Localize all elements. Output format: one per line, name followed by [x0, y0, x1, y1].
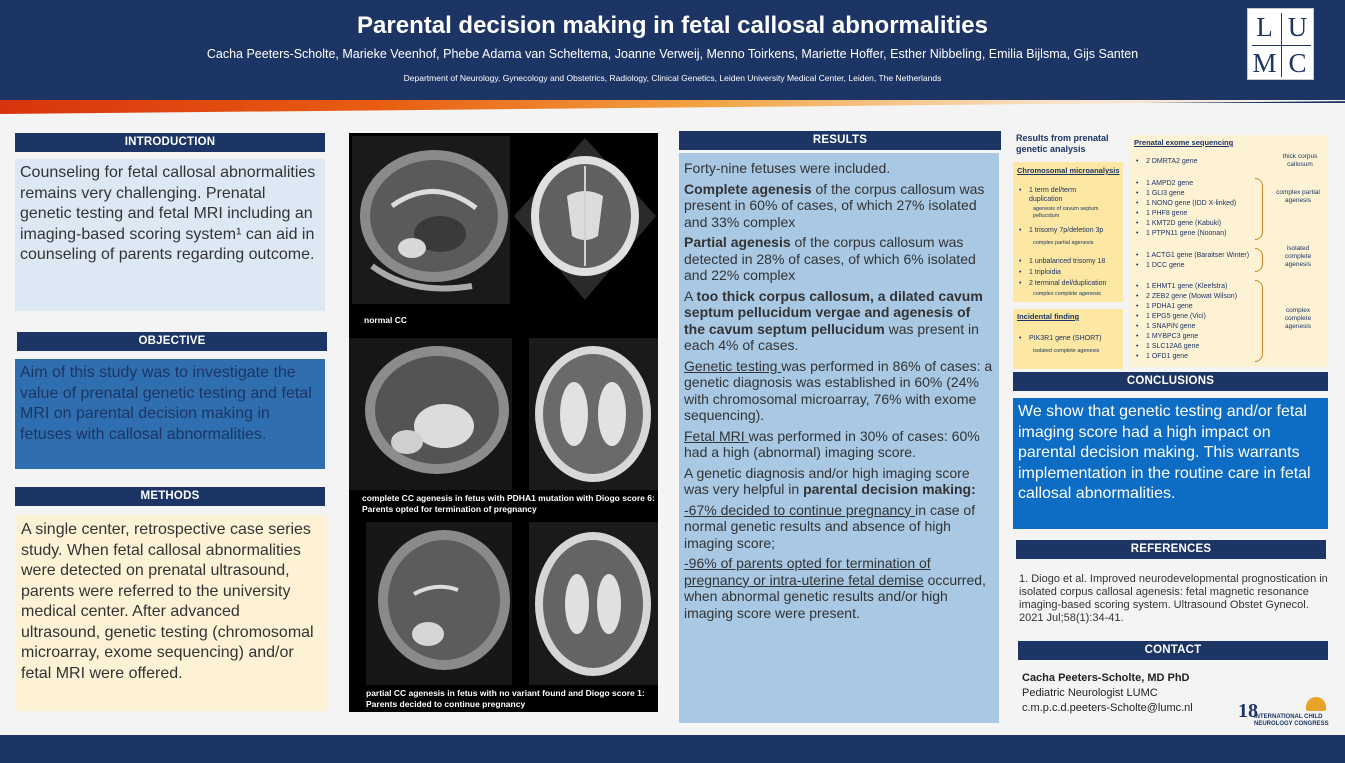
chromosomal-item: duplication — [1029, 196, 1063, 203]
results-underline: Fetal MRI — [684, 427, 749, 444]
objective-text: Aim of this study was to investigate the value of prenatal genetic testing and fetal MRI on parental decision making in fetuses with callosal abnormalities. — [15, 359, 325, 469]
results-paragraph — [684, 181, 994, 231]
bullet: • — [1019, 269, 1022, 276]
image-caption-complete-agenesis: complete CC agenesis in fetus with PDHA1 mutation with Diogo score 6: Parents opted for termination of pregnancy — [362, 493, 655, 514]
poster-title: Parental decision making in fetal callosal abnormalities — [357, 12, 988, 39]
results-paragraph — [684, 555, 994, 621]
mri-axial-complete-agenesis — [529, 338, 658, 490]
congress-line1: INTERNATIONAL CHILD — [1254, 714, 1323, 720]
image-caption-partial-agenesis: partial CC agenesis in fetus with no variant found and Diogo score 1: Parents decided to continue pregnancy — [366, 688, 645, 709]
results-paragraph — [684, 288, 994, 354]
bullet: • — [1136, 180, 1139, 187]
contact-email[interactable]: c.m.p.c.d.peeters-Scholte@lumc.nl — [1022, 702, 1193, 714]
exome-item: 1 AMPD2 gene — [1146, 180, 1194, 187]
logo-letter: M — [1252, 48, 1277, 78]
mri-sagittal-normal — [352, 136, 510, 304]
results-text — [679, 153, 999, 723]
genetic-analysis-title: Results from prenatal genetic analysis — [1016, 133, 1109, 154]
exome-item: 1 PDHA1 gene — [1146, 303, 1193, 310]
contact-role: Pediatric Neurologist LUMC — [1022, 687, 1158, 699]
bullet: • — [1136, 200, 1139, 207]
bullet: • — [1136, 220, 1139, 227]
results-paragraph — [684, 502, 994, 552]
results-emphasis: Partial agenesis — [684, 234, 791, 250]
exome-item: 1 DCC gene — [1146, 262, 1185, 269]
chromosomal-box — [1013, 162, 1123, 302]
conclusions-heading: CONCLUSIONS — [1013, 372, 1328, 391]
results-underline: Genetic testing — [684, 357, 782, 374]
bullet: • — [1019, 280, 1022, 287]
chromosomal-item: 1 term del/term — [1029, 187, 1077, 194]
exome-item: 2 ZEB2 gene (Mowat Wilson) — [1146, 293, 1238, 300]
congress-line2: NEUROLOGY CONGRESS — [1254, 721, 1329, 727]
objective-heading: OBJECTIVE — [17, 332, 327, 351]
mri-image-panel — [349, 133, 658, 712]
results-text-run: occurred, when abnormal genetic results and/or high imaging score were present. — [684, 571, 986, 621]
exome-item: 1 PTPN11 gene (Noonan) — [1146, 230, 1227, 237]
conclusions-text: We show that genetic testing and/or fetal imaging score had a high impact on parental decision making. This warrants implementation in the routine care in fetal callosal abnormalities. — [1013, 398, 1328, 529]
exome-item: 2 DMRTA2 gene — [1146, 158, 1198, 165]
exome-group-label: isolated complete agenesis — [1284, 245, 1312, 268]
results-text-run: was performed in 30% of cases: 60% had a high (abnormal) imaging score. — [684, 427, 980, 460]
exome-item: 1 EPG5 gene (Vici) — [1146, 313, 1206, 320]
chromosomal-item: 2 terminal del/duplication — [1029, 280, 1107, 287]
group-brace — [1255, 248, 1263, 272]
bullet: • — [1136, 313, 1139, 320]
chromosomal-item: 1 trisomy 7p/deletion 3p — [1029, 227, 1104, 234]
exome-group-label: complex partial agenesis — [1276, 189, 1320, 204]
bullet: • — [1136, 283, 1139, 290]
contact-heading: CONTACT — [1018, 641, 1328, 660]
bullet: • — [1136, 293, 1139, 300]
contact-name: Cacha Peeters-Scholte, MD PhD — [1022, 672, 1190, 684]
header-accent-stripe — [0, 100, 1345, 114]
results-paragraph — [684, 358, 994, 424]
exome-group-label: thick corpus callosum — [1282, 153, 1318, 168]
bullet: • — [1136, 333, 1139, 340]
incidental-item: PIK3R1 gene (SHORT) — [1029, 335, 1102, 342]
results-text-run: was performed in 86% of cases: a genetic diagnosis was established in 60% (24% with chromosomal microarray, 76% with exome sequencing). — [684, 357, 993, 423]
bullet: • — [1136, 210, 1139, 217]
introduction-heading: INTRODUCTION — [15, 133, 325, 152]
exome-item: 1 SLC12A6 gene — [1146, 343, 1200, 350]
logo-divider — [1252, 45, 1311, 46]
results-intro: Forty-nine fetuses were included. — [684, 160, 891, 176]
introduction-text: Counseling for fetal callosal abnormalities remains very challenging. Prenatal genetic testing and fetal MRI including an imaging-based scoring system¹ can aid in counseling of parents regarding outcome. — [15, 159, 325, 311]
mri-sagittal-complete-agenesis — [349, 338, 512, 490]
logo-letter: U — [1287, 12, 1308, 42]
results-text-run: A genetic diagnosis and/or high imaging score was very helpful in — [684, 464, 970, 497]
results-text-run: was present in each 4% of cases. — [684, 320, 979, 353]
bullet: • — [1019, 227, 1022, 234]
image-caption-normal: normal CC — [364, 315, 407, 325]
logo-letter: L — [1256, 12, 1273, 42]
bullet: • — [1136, 230, 1139, 237]
results-underline: -96% of parents opted for termination of pregnancy or intra-uterine fetal demise — [684, 555, 931, 588]
mri-axial-partial-agenesis — [529, 522, 658, 685]
exome-item: 1 OFD1 gene — [1146, 353, 1189, 360]
results-text-run: in case of normal genetic results and absence of high imaging score; — [684, 501, 976, 551]
results-paragraph — [684, 234, 994, 284]
incidental-note: isolated complete agenesis — [1033, 348, 1100, 354]
results-emphasis: too thick corpus callosum, a dilated cavum septum pellucidum vergae and agenesis of the cavum septum pellucidum — [684, 287, 983, 337]
methods-heading: METHODS — [15, 487, 325, 506]
results-paragraph — [684, 465, 994, 498]
bullet: • — [1019, 258, 1022, 265]
bullet: • — [1136, 252, 1139, 259]
logo-letter: C — [1288, 48, 1307, 78]
bullet: • — [1136, 303, 1139, 310]
exome-item: 1 KMT2D gene (Kabuki) — [1146, 220, 1222, 227]
chromosomal-note: complex partial agenesis — [1033, 240, 1094, 246]
results-paragraph — [684, 428, 994, 461]
chromosomal-heading: Chromosomal microanalysis — [1017, 166, 1120, 175]
exome-heading: Prenatal exome sequencing — [1134, 138, 1234, 147]
congress-logo — [1238, 697, 1328, 735]
author-list: Cacha Peeters-Scholte, Marieke Veenhof, Phebe Adama van Scheltema, Joanne Verweij, Menno Toirkens, Mariette Hoffer, Esther Nibbeling, Emilia Bijlsma, Gijs Santen — [206, 47, 1139, 61]
exome-item: 1 MYBPC3 gene — [1146, 333, 1199, 340]
group-brace — [1255, 280, 1263, 362]
congress-emblem-icon — [1306, 697, 1326, 711]
chromosomal-item: 1 triploidia — [1029, 269, 1061, 276]
exome-item: 1 SNAPIN gene — [1146, 323, 1196, 330]
methods-text: A single center, retrospective case series study. When fetal callosal abnormalities were detected on prenatal ultrasound, parents were referred to the university medical center. After advanced ultrasound, genetic testing (chromosomal microarray, exome sequencing) and/or fetal MRI were offered. — [15, 515, 327, 711]
mri-sagittal-partial-agenesis — [366, 522, 512, 685]
exome-item: 1 ACTG1 gene (Baraitser Winter) — [1146, 252, 1250, 259]
results-emphasis: parental decision making — [803, 481, 972, 497]
bullet: • — [1136, 343, 1139, 350]
chromosomal-item: 1 unbalanced trisomy 18 — [1029, 258, 1106, 265]
results-text-run: A — [684, 287, 697, 304]
references-heading: REFERENCES — [1016, 540, 1326, 559]
results-text-run: of the corpus callosum was present in 60% of cases, of which 27% isolated and 33% complex — [684, 180, 985, 230]
results-emphasis: Complete agenesis — [684, 180, 812, 197]
bullet: • — [1136, 190, 1139, 197]
chromosomal-note: agenesis of cavum septum pellucidum — [1033, 206, 1099, 219]
results-emphasis: : — [971, 481, 976, 497]
exome-box — [1130, 135, 1327, 367]
exome-item: 1 NONO gene (IDD X-linked) — [1146, 200, 1237, 207]
mri-axial-normal — [512, 136, 658, 304]
results-heading: RESULTS — [679, 131, 1001, 150]
bullet: • — [1136, 262, 1139, 269]
affiliation: Department of Neurology, Gynecology and Obstetrics, Radiology, Clinical Genetics, Leiden University Medical Center, Leiden, The Netherlands — [403, 73, 942, 83]
exome-item: 1 GLI3 gene — [1146, 190, 1185, 197]
chromosomal-note: complex complete agenesis — [1033, 291, 1101, 297]
results-paragraph — [684, 160, 994, 177]
group-brace — [1255, 178, 1263, 240]
incidental-heading: Incidental finding — [1017, 312, 1080, 321]
incidental-box — [1013, 309, 1123, 369]
exome-item: 1 EHMT1 gene (Kleefstra) — [1146, 283, 1228, 290]
results-underline: -67% decided to continue pregnancy — [684, 501, 916, 518]
bullet: • — [1019, 187, 1022, 194]
congress-number: 18 — [1238, 700, 1258, 722]
results-text-run: of the corpus callosum was detected in 28% of cases, of which 6% isolated and 22% complex — [684, 234, 976, 283]
exome-item: 1 PHF8 gene — [1146, 210, 1188, 217]
exome-group-label: complex complete agenesis — [1284, 307, 1312, 330]
bullet: • — [1136, 323, 1139, 330]
footer-bar — [0, 735, 1345, 763]
bullet: • — [1136, 158, 1139, 165]
lumc-logo — [1247, 8, 1314, 80]
bullet: • — [1136, 353, 1139, 360]
bullet: • — [1019, 335, 1022, 342]
reference-item: 1. Diogo et al. Improved neurodevelopmental prognostication in isolated corpus callosal agenesis: fetal magnetic resonance imaging-based scoring system. Ultrasound Obstet Gynecol. 2021 Jul;58(1):34-41. — [1019, 573, 1328, 624]
